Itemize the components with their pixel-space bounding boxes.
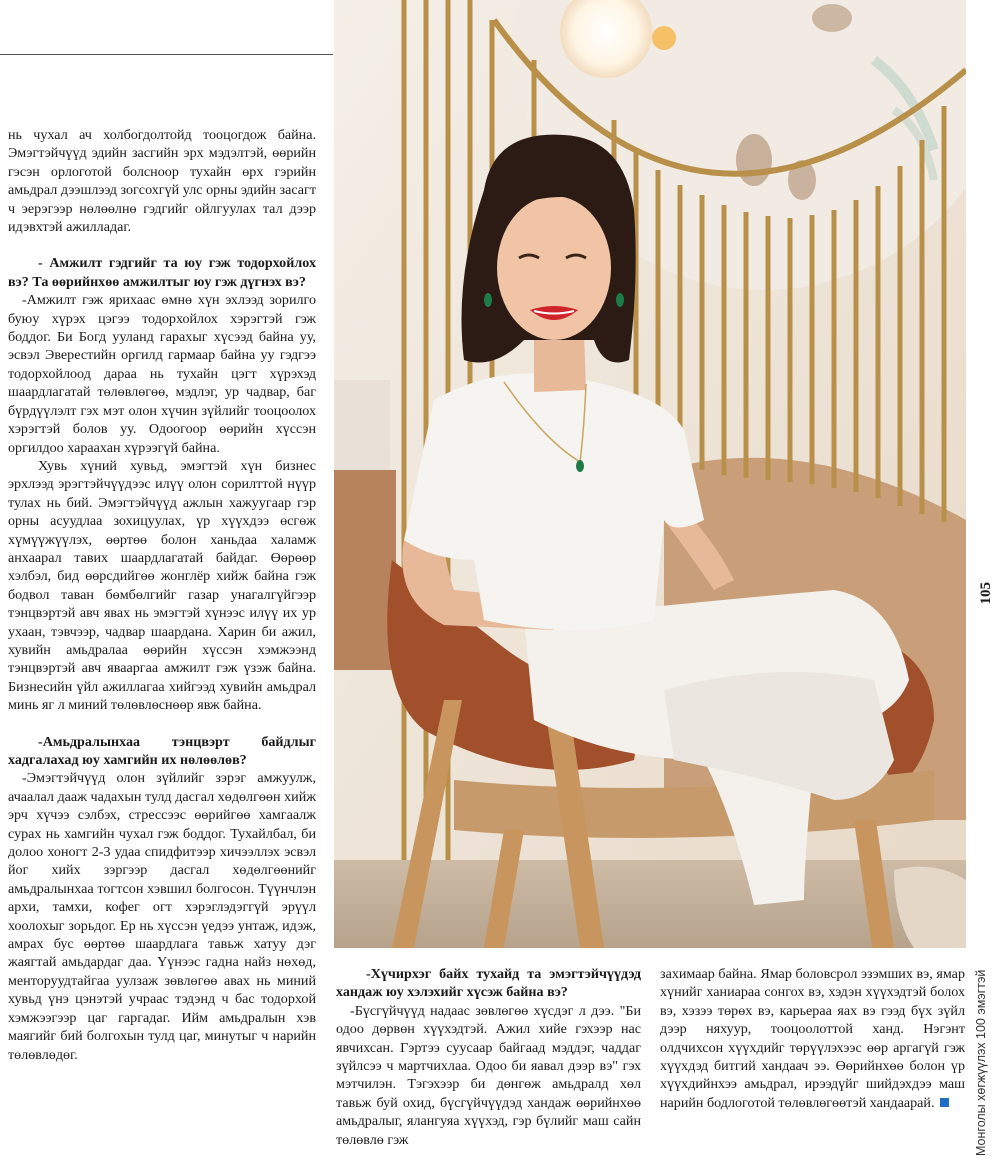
right-text-column	[660, 965, 965, 1112]
paragraph: нь чухал ач холбогдолтойд тооцогдож байна. Эмэгтэйчүүд эдийн засгийн эрх мэдэлтэй, өөрийн гэсэн орлоготой болсноор тухайн өрх гэрийн амьдрал дээшлээд зогсохгүй улс орны эдийн засагт ч эерэгээр нөлөөлнө гэдгийг ойлгуулах тал дээр идэвхтэй ажилладаг.	[8, 127, 316, 236]
paragraph: -Бүсгүйчүүд надаас зөвлөгөө хүсдэг л дээ. "Би одоо дөрвөн хүүхэдтэй. Ажил хийе гэхээр нас явчихсан. Гэртээ суусаар байгаад мэддэг, чаддаг зүйлсээ ч мартчихлаа. Одоо би яавал дээр вэ" гэх мэтчилэн. Тэгэхээр би дөнгөж амьдралд хөл тавьж буй охид, бүсгүйчүүдэд хандаж өөрийнхөө амьдралыг, ялангуяа хүүхэд, гэр бүлийг маш сайн төлөвлө гэж	[336, 1002, 641, 1148]
portrait-photo	[334, 0, 966, 948]
question-heading: -Хүчирхэг байх тухайд та эмэгтэйчүүдэд хандаж юу хэлэхийг хүсэж байна вэ?	[336, 966, 641, 1001]
publication-side-title: Монголы хөгжүүлэх 100 эмэгтэй	[974, 969, 988, 1156]
paragraph: -Эмэгтэйчүүд олон зүйлийг зэрэг амжуулж, ачаалал дааж чадахын тулд дасгал хөдөлгөөн хийж эрч хүчээ сэлбэх, стрессээс өөрийгөө хамгаалж сурах нь хамгийн чухал гэж боддог. Тухайлбал, би долоо хоногт 2-3 удаа спидфитээр хичээллэх эсвэл йог хийх зэргээр дасгал хөдөлгөөнийг амьдралынхаа тогтсон хэвшил болгосон. Түүнчлэн архи, тамхи, кофег огт хэрэглэдэггүй эрүүл хоолохыг зорьдог. Ер нь хүссэн үедээ унтаж, идэж, амрах бус өөртөө шаардлага тавьж хатуу дэг жаягтай амьдардаг даа. Үүнээс гадна найз нөхөд, менторуудтайгаа уулзаж зөвлөгөө авах нь миний хувьд үнэ цэнэтэй учраас тэдэнд ч бас тодорхой хэмжээгээр цаг гаргадаг. Ийм амьдралын хэв маягийг бий болгохын тулд цаг, минутыг ч нарийн төлөвлөдөг.	[8, 770, 316, 1063]
paragraph-text: захимаар байна. Ямар боловсрол эзэмших вэ, ямар хүнийг ханиараа сонгох вэ, хэдэн хүүхэдтэй болох вэ, хэзээ төрөх вэ, карьераа яах вэ гээд бүх зүйл дээр няхуур, тооцоолоттой ханд. Нэгэнт олдчихсон хүүхдийг төрүүлэхээс өөр аргагүй гэж хүүхдэд битгий хандаач ээ. Өөрийнхөө болон үр хүүхдийнхээ амьдрал, ирээдүйг шийдэхдээ маш нарийн бодлоготой төлөвлөгөөтэй хандаарай.	[660, 966, 965, 1111]
paragraph: -Амжилт гэж ярихаас өмнө хүн эхлээд зорилго буюу хүрэх цэгээ тодорхойлох хэрэгтэй гэж боддог. Би Богд ууланд гарахыг хүсээд байна уу, эсвэл Эверестийн оргилд гармаар байна уу гэдгээ тодорхойлоод дараа нь тухайн цэгт хүрэхэд шаардлагатай төлөвлөгөө, мэдлэг, ур чадвар, баг бүрдүүлэлт гэх мэт олон хүчин зүйлийг тооцоолох хэрэгтэй болов уу. Одоогоор өөрийн хүссэн оргилдоо хараахан хүрээгүй байна.	[8, 292, 316, 456]
question-heading: -Амьдралынхаа тэнцвэрт байдлыг хадгалахад юу хамгийн их нөлөөлөв?	[8, 733, 316, 768]
top-rule	[0, 54, 333, 55]
left-text-column	[8, 126, 316, 1064]
middle-text-column	[336, 965, 641, 1149]
paragraph-continued	[660, 965, 965, 1112]
page-number: 105	[978, 582, 994, 605]
question-heading: - Амжилт гэдгийг та юу гэж тодорхойлох вэ? Та өөрийнхөө амжилтыг юу гэж дүгнэх вэ?	[8, 255, 316, 290]
end-of-article-mark	[940, 1098, 949, 1107]
photo-illustration	[334, 0, 966, 948]
paragraph: Хувь хүний хувьд, эмэгтэй хүн бизнес эрхлээд эрэгтэйчүүдээс илүү олон сорилттой нүүр тулах нь бий. Эмэгтэйчүүд ажлын хажуугаар гэр орны асуудлаа зохицуулах, үр хүүхдээ өсгөж хүмүүжүүлэх, өөртөө болон ханьдаа халамж анхаарал тавих шаардлагатай байдаг. Өөрөөр хэлбэл, бид өөрсдийгөө жонглёр хийж байна гэж бодвол таван бөмбөлгийг газар унагалгүйгээр тэнцвэртэй авч явах нь эмэгтэй хүнээс илүү их ур ухаан, тэвчээр, чадвар шаардана. Харин би ажил, хувийн амьдралаа өөрийн хүссэн хэмжээнд тэнцвэртэй авч явааргаа амжилт гэж үзэж байна. Бизнесийн үйл ажиллагаа хийгээд хувийн амьдрал минь яг л миний төлөвлөснөөр явж байна.	[8, 457, 316, 714]
